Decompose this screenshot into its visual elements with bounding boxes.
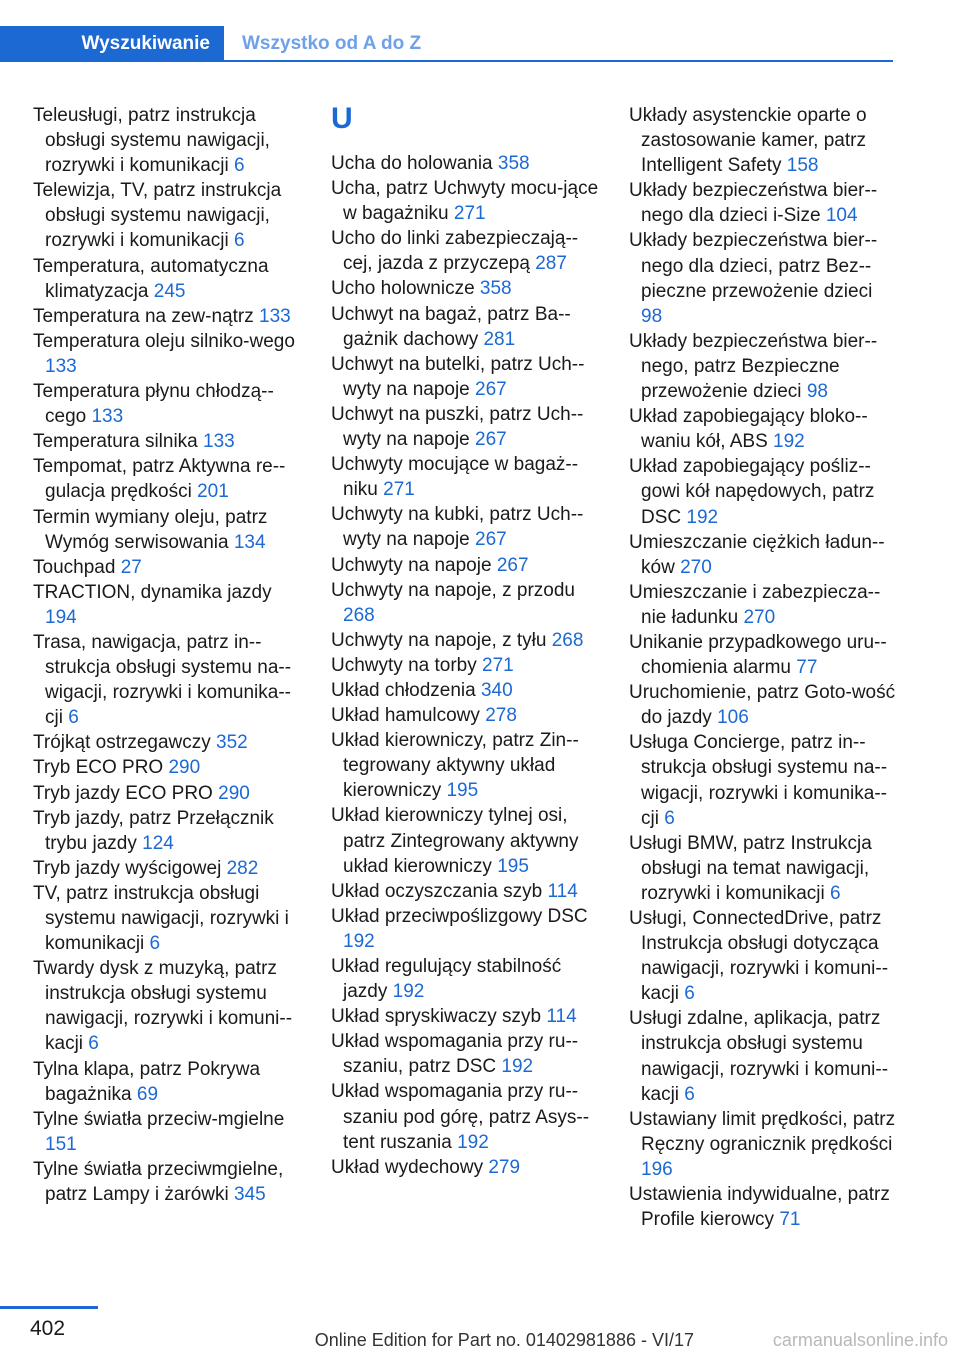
page-link[interactable]: 158 xyxy=(786,155,819,177)
entry-term: Temperatura oleju silniko-wego xyxy=(33,330,295,352)
entry-term: Temperatura silnika xyxy=(33,431,198,453)
entry-term: Układ kierowniczy, patrz Zin-tegrowany aktywny układ kierowniczy xyxy=(331,730,579,802)
page-link[interactable]: 267 xyxy=(475,529,507,551)
entry-term: Układ regulujący stabilność jazdy xyxy=(331,956,562,1003)
page-link[interactable]: 6 xyxy=(149,933,161,955)
page-link[interactable]: 124 xyxy=(142,832,174,854)
entry-term: Układ wspomagania przy ru-szaniu pod górę, patrz Asys-tent ruszania xyxy=(331,1081,590,1153)
entry-term: Tryb ECO PRO xyxy=(33,757,164,779)
index-entry xyxy=(33,454,301,504)
page-link[interactable]: 192 xyxy=(773,431,805,453)
entry-term: Układ wydechowy xyxy=(331,1156,484,1178)
index-entry xyxy=(331,302,599,352)
page-link[interactable]: 192 xyxy=(457,1131,489,1153)
index-entry xyxy=(33,806,301,856)
page-link[interactable]: 271 xyxy=(453,203,486,225)
entry-term: Uchwyty na napoje, z przodu xyxy=(331,579,575,601)
entry-term: Układy bezpieczeństwa bier-nego dla dzieci i-Size xyxy=(629,180,878,227)
entry-term: Ucha, patrz Uchwyty mocu-jące w bagażniku xyxy=(331,178,599,225)
page-link[interactable]: 151 xyxy=(45,1133,77,1155)
index-entry xyxy=(33,755,301,780)
footer-accent-bar xyxy=(0,1306,98,1309)
page-link[interactable]: 6 xyxy=(88,1033,99,1055)
index-entry xyxy=(629,329,897,404)
entry-term: Termin wymiany oleju, patrz Wymóg serwisowania xyxy=(33,506,268,553)
entry-term: Tylna klapa, patrz Pokrywa bagażnika xyxy=(33,1058,261,1105)
index-entry xyxy=(331,1004,599,1029)
entry-term: Trasa, nawigacja, patrz in-strukcja obsługi systemu na-wigacji, rozrywki i komunika-cji xyxy=(33,631,292,729)
entry-term: Ucho holownicze xyxy=(331,278,475,300)
page-link[interactable]: 134 xyxy=(233,531,266,553)
entry-term: Tylne światła przeciw-mgielne xyxy=(33,1108,285,1130)
header-tabs xyxy=(0,26,893,62)
index-entry xyxy=(629,680,897,730)
index-column-1 xyxy=(33,103,301,1207)
index-entry xyxy=(629,730,897,830)
entry-term: Ustawienia indywidualne, patrz Profile kierowcy xyxy=(629,1184,890,1231)
page-link[interactable]: 281 xyxy=(483,328,516,350)
page-link[interactable]: 195 xyxy=(446,780,479,802)
entry-term: Układ przeciwpoślizgowy DSC xyxy=(331,905,588,927)
entry-term: Ucho do linki zabezpieczają-cej, jazda z przyczepą xyxy=(331,228,579,275)
page-link[interactable]: 106 xyxy=(717,707,749,729)
page-link[interactable]: 271 xyxy=(482,654,514,676)
entry-term: Tryb jazdy, patrz Przełącznik trybu jazdy xyxy=(33,807,274,854)
index-entry xyxy=(331,276,599,301)
entry-term: Układ zapobiegający pośliz-gowi kół napędowych, patrz DSC xyxy=(629,456,875,528)
page-link[interactable]: 267 xyxy=(475,429,507,451)
index-column-3 xyxy=(629,103,897,1232)
entry-term: Touchpad xyxy=(33,556,116,578)
index-entry xyxy=(331,151,599,176)
page-link[interactable]: 340 xyxy=(480,679,513,701)
index-entry xyxy=(33,379,301,429)
entry-term: Usługa Concierge, patrz in-strukcja obsługi systemu na-wigacji, rozrywki i komunika-cji xyxy=(629,732,888,829)
page-link[interactable]: 192 xyxy=(501,1056,534,1078)
index-entry xyxy=(331,402,599,452)
entry-term: Układ oczyszczania szyb xyxy=(331,880,543,902)
page-link[interactable]: 287 xyxy=(535,253,567,275)
index-entry xyxy=(331,578,599,628)
page-link[interactable]: 114 xyxy=(546,1006,577,1028)
page-link[interactable]: 196 xyxy=(641,1158,673,1180)
page-link[interactable]: 195 xyxy=(497,855,529,877)
index-entry xyxy=(629,103,897,178)
entry-term: Układy bezpieczeństwa bier-nego, patrz Bezpieczne przewożenie dzieci xyxy=(629,330,878,403)
entry-term: Układ hamulcowy xyxy=(331,705,480,727)
index-entry xyxy=(629,178,897,228)
page-link[interactable]: 98 xyxy=(641,305,663,327)
index-entry xyxy=(33,1157,301,1207)
entry-term: Tryb jazdy wyścigowej xyxy=(33,857,222,879)
page-link[interactable]: 6 xyxy=(684,1083,695,1105)
page-link[interactable]: 358 xyxy=(479,278,512,300)
watermark: carmanualsonline.info xyxy=(772,1330,948,1350)
index-entry xyxy=(33,103,301,178)
page-link[interactable]: 98 xyxy=(806,381,828,403)
page-link[interactable]: 27 xyxy=(120,556,142,578)
index-entry xyxy=(629,630,897,680)
entry-term: Tylne światła przeciwmgielne, patrz Lampy i żarówki xyxy=(33,1158,284,1206)
page-link[interactable]: 192 xyxy=(392,981,425,1003)
index-entry xyxy=(33,1107,301,1157)
index-entry xyxy=(629,906,897,1006)
page-link[interactable]: 268 xyxy=(551,629,584,651)
tab-a-to-z[interactable]: Wszystko od A do Z xyxy=(242,33,422,54)
page-link[interactable]: 104 xyxy=(825,205,858,227)
index-entry xyxy=(629,831,897,906)
page-link[interactable]: 133 xyxy=(91,406,124,428)
page-link[interactable]: 69 xyxy=(136,1083,159,1105)
index-entry xyxy=(629,530,897,580)
index-entry xyxy=(331,553,599,578)
entry-term: Usługi, ConnectedDrive, patrz Instrukcja obsługi dotycząca nawigacji, rozrywki i komuni-kacji xyxy=(629,908,889,1005)
entry-term: Uchwyt na bagaż, patrz Ba-gażnik dachowy xyxy=(331,303,571,350)
edition-info: Online Edition for Part no. 01402981886 - VI/17 xyxy=(314,1330,694,1350)
page-link[interactable]: 279 xyxy=(488,1156,521,1178)
index-entry xyxy=(33,329,301,379)
page-link[interactable]: 282 xyxy=(226,857,259,879)
entry-term: Usługi zdalne, aplikacja, patrz instrukcja obsługi systemu nawigacji, rozrywki i komuni-kacji xyxy=(629,1008,889,1105)
entry-term: Układ chłodzenia xyxy=(331,679,476,701)
entry-term: Uchwyty na torby xyxy=(331,654,477,676)
entry-term: Tempomat, patrz Aktywna re-gulacja prędkości xyxy=(33,456,286,503)
page-link[interactable]: 290 xyxy=(218,782,250,804)
index-entry xyxy=(331,678,599,703)
page-link[interactable]: 267 xyxy=(496,554,529,576)
entry-term: Uchwyt na puszki, patrz Uch-wyty na napoje xyxy=(331,403,584,451)
index-entry xyxy=(331,1029,599,1079)
page-link[interactable]: 345 xyxy=(234,1184,266,1206)
entry-term: Układ wspomagania przy ru-szaniu, patrz DSC xyxy=(331,1031,579,1078)
page-link[interactable]: 6 xyxy=(233,155,245,177)
entry-term: Układy bezpieczeństwa bier-nego dla dzieci, patrz Bez-pieczne przewożenie dzieci xyxy=(629,230,878,302)
entry-term: Teleusługi, patrz instrukcja obsługi systemu nawigacji, rozrywki i komunikacji xyxy=(33,105,270,177)
page-link[interactable]: 192 xyxy=(686,506,719,528)
index-entry xyxy=(331,803,599,878)
index-entry xyxy=(33,630,301,730)
index-entry xyxy=(33,956,301,1056)
index-entry xyxy=(331,1155,599,1180)
entry-term: Usługi BMW, patrz Instrukcja obsługi na temat nawigacji, rozrywki i komunikacji xyxy=(629,832,872,904)
entry-term: TV, patrz instrukcja obsługi systemu nawigacji, rozrywki i komunikacji xyxy=(33,882,289,955)
index-entry xyxy=(33,555,301,580)
entry-term: Uchwyt na butelki, patrz Uch-wyty na napoje xyxy=(331,353,585,400)
index-entry xyxy=(331,1079,599,1154)
page-link[interactable]: 114 xyxy=(547,880,578,902)
entry-term: Unikanie przypadkowego uru-chomienia alarmu xyxy=(629,631,887,679)
index-column-2 xyxy=(331,103,599,1180)
entry-term: TRACTION, dynamika jazdy xyxy=(33,581,272,603)
page-link[interactable]: 194 xyxy=(45,606,77,628)
entry-term: Układ zapobiegający bloko-waniu kół, ABS xyxy=(629,406,868,453)
index-entry xyxy=(331,879,599,904)
entry-term: Uchwyty na napoje, z tyłu xyxy=(331,629,547,651)
tab-search[interactable]: Wyszukiwanie xyxy=(0,26,224,62)
index-entry xyxy=(33,505,301,555)
index-entry xyxy=(33,429,301,454)
entry-term: Trójkąt ostrzegawczy xyxy=(33,732,211,754)
index-entry xyxy=(629,228,897,328)
index-entry xyxy=(33,856,301,881)
page-link[interactable]: 6 xyxy=(684,983,695,1005)
index-entry xyxy=(331,352,599,402)
entry-term: Układy asystenckie oparte o zastosowanie kamer, patrz Intelligent Safety xyxy=(629,105,867,177)
index-entry xyxy=(331,176,599,226)
page-link[interactable]: 270 xyxy=(680,556,712,578)
index-entry xyxy=(331,653,599,678)
index-entry xyxy=(33,881,301,956)
header-divider xyxy=(0,60,893,62)
index-entry xyxy=(33,254,301,304)
entry-term: Układ kierowniczy tylnej osi, patrz Zintegrowany aktywny układ kierowniczy xyxy=(331,805,579,877)
index-entry xyxy=(331,904,599,954)
index-entry xyxy=(33,730,301,755)
index-entry xyxy=(331,628,599,653)
page-link[interactable]: 358 xyxy=(497,153,530,174)
page-number: 402 xyxy=(30,1317,66,1340)
entry-term: Temperatura, automatyczna klimatyzacja xyxy=(33,255,269,302)
entry-term: Uruchomienie, patrz Goto-wość do jazdy xyxy=(629,682,896,729)
page-link[interactable]: 268 xyxy=(343,604,375,626)
index-entry xyxy=(331,452,599,502)
entry-term: Umieszczanie ciężkich ładun-ków xyxy=(629,531,885,578)
entry-term: Temperatura płynu chłodzą-cego xyxy=(33,381,274,428)
page-link[interactable]: 245 xyxy=(153,280,186,302)
index-entry xyxy=(33,580,301,630)
entry-term: Temperatura na zew-nątrz xyxy=(33,305,254,327)
page-link[interactable]: 133 xyxy=(203,431,235,453)
index-entry xyxy=(33,178,301,253)
page-link[interactable]: 271 xyxy=(383,479,415,501)
entry-term: Uchwyty na napoje xyxy=(331,554,492,576)
page-link[interactable]: 352 xyxy=(216,732,248,754)
entry-term: Ustawiany limit prędkości, patrz Ręczny ogranicznik prędkości xyxy=(629,1108,896,1155)
page-link[interactable]: 6 xyxy=(664,807,675,829)
page-link[interactable]: 201 xyxy=(197,481,229,503)
index-entry xyxy=(629,404,897,454)
entry-term: Umieszczanie i zabezpiecza-nie ładunku xyxy=(629,581,881,628)
page-link[interactable]: 133 xyxy=(259,305,291,327)
page-link[interactable]: 133 xyxy=(45,355,77,377)
index-entry xyxy=(331,728,599,803)
page-link[interactable]: 192 xyxy=(343,930,375,952)
index-entry xyxy=(629,1006,897,1106)
page-link[interactable]: 270 xyxy=(743,606,776,628)
index-entry xyxy=(331,226,599,276)
entry-term: Twardy dysk z muzyką, patrz instrukcja obsługi systemu nawigacji, rozrywki i komuni-kacji xyxy=(33,958,293,1055)
entry-term: Telewizja, TV, patrz instrukcja obsługi systemu nawigacji, rozrywki i komunikacji xyxy=(33,180,282,252)
page-link[interactable]: 6 xyxy=(829,882,841,904)
entry-term: Tryb jazdy ECO PRO xyxy=(33,782,213,804)
index-entry xyxy=(331,703,599,728)
index-entry xyxy=(33,304,301,329)
index-entry xyxy=(33,781,301,806)
section-letter: U xyxy=(331,102,353,135)
page-link[interactable]: 278 xyxy=(485,705,517,727)
index-entry xyxy=(629,1182,897,1232)
page-link[interactable]: 71 xyxy=(779,1209,801,1231)
index-entry xyxy=(629,1107,897,1182)
page-link[interactable]: 6 xyxy=(68,707,79,729)
page-link[interactable]: 77 xyxy=(796,657,818,679)
page-link[interactable]: 6 xyxy=(233,230,245,252)
entry-term: Układ spryskiwaczy szyb xyxy=(331,1006,542,1028)
entry-term: Uchwyty na kubki, patrz Uch-wyty na napoje xyxy=(331,504,584,551)
index-entry xyxy=(331,954,599,1004)
entry-term: Ucha do holowania xyxy=(331,153,493,174)
index-entry xyxy=(33,1057,301,1107)
entry-term: Uchwyty mocujące w bagaż-niku xyxy=(331,454,579,501)
page-link[interactable]: 267 xyxy=(475,378,507,400)
index-entry xyxy=(629,580,897,630)
index-entry xyxy=(331,502,599,552)
page-link[interactable]: 290 xyxy=(168,757,201,779)
index-entry xyxy=(629,454,897,529)
